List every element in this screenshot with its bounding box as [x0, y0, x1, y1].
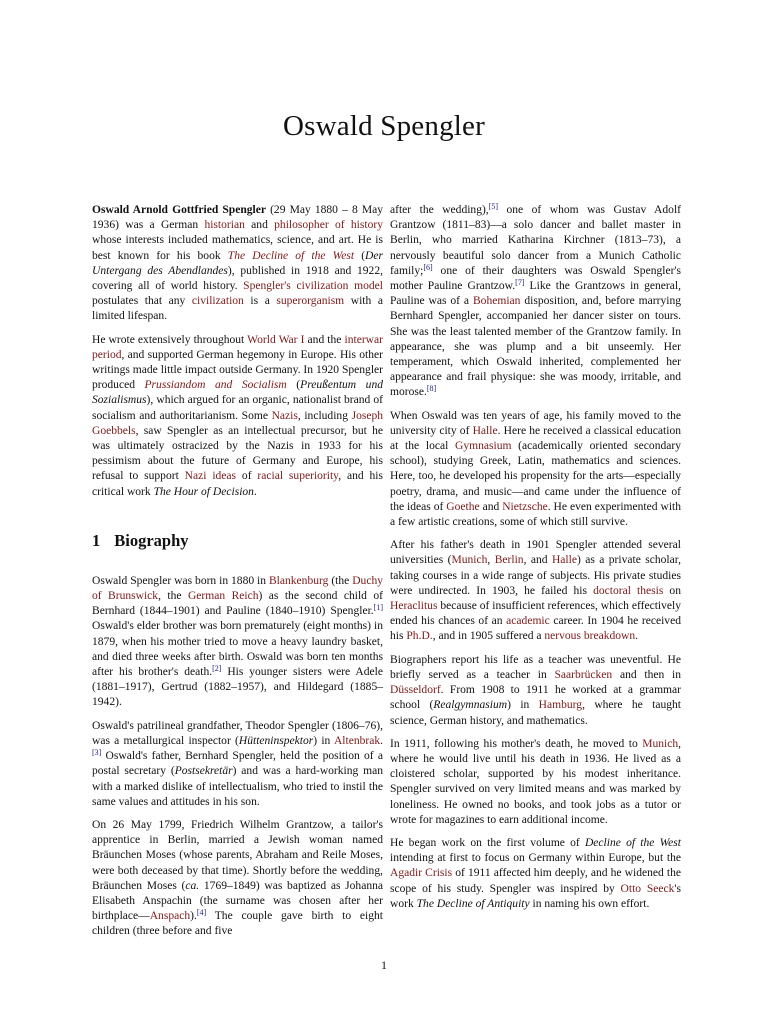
italic-text: The Decline of Antiquity: [416, 897, 530, 910]
section-number: 1: [92, 530, 101, 550]
citation-link[interactable]: [3]: [92, 748, 102, 758]
text-run: Oswald's patrilineal grandfather, Theodor Spengler (1806–76), was a metallurgical inspector (: [92, 719, 383, 747]
left-column: [92, 203, 383, 940]
wiki-link[interactable]: German Reich: [187, 590, 259, 603]
text-run: ) in: [313, 734, 334, 747]
citation-link[interactable]: [4]: [196, 908, 207, 918]
italic-text: Decline of the West: [584, 836, 681, 849]
page-title: Oswald Spengler: [283, 110, 485, 142]
text-run: 's work: [390, 882, 681, 910]
paragraph: [390, 538, 681, 644]
paragraph: [390, 409, 681, 531]
text-run: intending at first to focus on Germany within Europe, but the: [390, 852, 681, 865]
wiki-link[interactable]: Goethe: [446, 500, 480, 513]
text-run: because of insufficient references, which effectively ended his chances of an: [390, 600, 681, 628]
text-run: , saw Spengler as an intellectual precursor, but he was ultimately ostracized by the Nazis in 1933 for his pessimism about the future of Germany and Europe, his refusal to support: [92, 424, 383, 483]
text-run: ) and was a hard-working man with a marked dislike of intellectualism, who tried to instil the same values and attitudes in his son.: [92, 765, 383, 808]
text-run: , and in 1905 suffered a: [432, 630, 545, 643]
text-run: , the: [158, 590, 188, 603]
intro-paragraph: [92, 203, 383, 325]
section-heading: [92, 531, 383, 551]
paragraph: [390, 737, 681, 828]
wiki-link[interactable]: Blankenburg: [268, 574, 329, 587]
wiki-link[interactable]: nervous breakdown: [544, 630, 636, 643]
paragraph: [92, 818, 383, 940]
wiki-link[interactable]: Duchy of Brunswick: [92, 574, 383, 603]
italic-text: Preußentum und Sozialismus: [92, 379, 384, 407]
wiki-link[interactable]: superorganism: [276, 295, 345, 308]
text-run: .: [380, 734, 383, 747]
text-run: one of their daughters was Oswald Spengler's mother Pauline Grantzow.: [390, 264, 681, 293]
text-run: one of whom was Gustav Adolf Grantzow (1811–83)—a solo dancer and ballet master in Berlin, who married Katharina Kirchner (1813–73), a nervously beautiful solo dancer from a Munich Catholic family;: [390, 204, 681, 277]
text-run: ), published in 1918 and 1922, covering all of world history.: [92, 264, 383, 293]
italic-text: The Hour of Decision: [153, 485, 254, 498]
wiki-link[interactable]: Hamburg: [538, 699, 583, 712]
text-run: In 1911, following his mother's death, he moved to: [390, 737, 643, 750]
text-run: ,: [487, 554, 495, 567]
text-run: , where he taught science, German history, and mathematics.: [390, 699, 681, 727]
text-run: ) as a private scholar, taking courses in a wide range of subjects. His private studies were undirected. In 1903, he failed his: [390, 554, 681, 597]
paragraph: [390, 653, 681, 729]
text-run: (29 May 1880 – 8 May 1936) was a German: [92, 204, 383, 232]
text-run: .: [635, 630, 639, 643]
citation-link[interactable]: [6]: [423, 262, 433, 272]
text-run: He began work on the first volume of: [390, 836, 585, 849]
citation-link[interactable]: [5]: [488, 202, 499, 211]
text-run: .: [253, 485, 257, 498]
text-run: (the: [328, 574, 353, 587]
wiki-link[interactable]: Saarbrücken: [554, 668, 613, 681]
wiki-link[interactable]: Nazi ideas: [184, 470, 237, 483]
paragraph: [92, 574, 383, 711]
italic-text: ca.: [185, 879, 200, 892]
italic-text: Realgymnasium: [433, 699, 508, 712]
wiki-link[interactable]: Spengler's civilization model: [243, 280, 383, 293]
wiki-link[interactable]: Altenbrak: [333, 734, 381, 747]
text-run: , and: [523, 554, 552, 567]
wiki-link[interactable]: Berlin: [494, 554, 524, 567]
citation-link[interactable]: [7]: [515, 278, 525, 288]
page-number: 1: [381, 958, 387, 972]
wiki-link[interactable]: Düsseldorf: [390, 684, 441, 697]
text-run: of 1911 affected him deeply, and he widened the scope of his study. Spengler was inspired by: [390, 867, 681, 895]
text-run: on: [663, 584, 681, 597]
wiki-link[interactable]: historian: [204, 219, 245, 232]
paragraph: [390, 836, 681, 912]
right-column: [390, 203, 681, 912]
text-run: ).: [190, 910, 197, 923]
text-run: , where he would live until his death in 1936. He lived as a cloistered scholar, supported by his modest inheritance. Spengler survived on very limited means and was marked by loneliness. He owned no books, and took jobs as a tutor or wrote for magazines to earn additional income.: [390, 737, 681, 826]
wiki-link[interactable]: racial superiority: [257, 470, 339, 483]
wiki-link[interactable]: The Decline of the West: [227, 249, 355, 262]
text-run: and the: [304, 333, 345, 346]
wiki-link[interactable]: Nazis: [271, 409, 298, 422]
wiki-link[interactable]: civilization: [191, 295, 244, 308]
bold-term: Oswald Arnold Gottfried Spengler: [92, 204, 266, 216]
text-run: and then in: [612, 668, 681, 681]
text-run: ), which argued for an organic, nationalist brand of socialism and authoritarianism. Some: [92, 394, 383, 422]
text-run: . He even experimented with a few artistic creations, some of which still survive.: [390, 500, 682, 529]
citation-link[interactable]: [1]: [373, 603, 383, 613]
paragraph: [92, 333, 383, 500]
citation-link[interactable]: [2]: [212, 664, 222, 674]
text-run: . Here he received a classical education at the local: [390, 424, 681, 453]
wiki-link[interactable]: Munich: [642, 737, 679, 750]
wiki-link[interactable]: Anspach: [149, 910, 191, 923]
wiki-link[interactable]: Gymnasium: [455, 440, 512, 453]
text-run: His younger sisters were Adele (1881–1917), Gertrud (1882–1957), and Hildegard (1885–1942).: [92, 666, 384, 709]
text-run: Biographers report his life as a teacher was uneventful. He briefly served as a teacher in: [390, 653, 681, 681]
text-run: Oswald's father, Bernhard Spengler, held the position of a postal secretary (: [92, 750, 383, 778]
text-run: after the wedding),: [390, 204, 489, 216]
text-run: (: [286, 379, 301, 392]
text-run: Oswald Spengler was born in 1880 in: [92, 574, 269, 587]
text-run: He wrote extensively throughout: [92, 333, 248, 346]
wiki-link[interactable]: philosopher of history: [274, 219, 383, 232]
text-run: Oswald's elder brother was born prematurely (eight months) in 1879, when his mother tried to move a heavy laundry basket, and died three weeks after birth. Oswald was born ten months after his brother's death.: [92, 620, 383, 679]
text-run: When Oswald was ten years of age, his family moved to the university city of: [390, 409, 681, 437]
text-run: postulates that any: [92, 295, 192, 308]
italic-text: Der Untergang des Abendlandes: [92, 249, 384, 277]
wiki-link[interactable]: Halle: [472, 424, 498, 437]
italic-text: Hütteninspektor: [238, 734, 314, 747]
wiki-link[interactable]: Bohemian: [472, 295, 521, 308]
wiki-link[interactable]: Otto Seeck: [620, 882, 675, 895]
italic-text: Postsekretär: [174, 765, 233, 778]
text-run: in naming his own effort.: [529, 897, 650, 910]
text-run: . From 1908 to 1911 he worked at a grammar school (: [390, 684, 681, 712]
text-run: After his father's death in 1901 Spengler attended several universities (: [390, 539, 681, 567]
text-run: whose interests included mathematics, science, and art. He is best known for his book: [92, 234, 383, 262]
text-run: 1769–1849) was baptized as Johanna Elisabeth Anspachin (the surname was chosen after her birthplace—: [92, 879, 383, 923]
paragraph: [92, 719, 383, 810]
paragraph: [390, 203, 681, 401]
text-run: ) in: [507, 699, 539, 712]
text-run: and: [479, 500, 503, 513]
text-run: is a: [243, 295, 277, 308]
wiki-link[interactable]: Ph.D.: [406, 630, 433, 643]
text-run: (academically oriented secondary school), studying Greek, Latin, mathematics and sciences. Here, too, he developed his propensity for the arts—especially poetry, drama, and music—and came under the influence of the ideas of: [390, 440, 681, 513]
text-run: career. In 1904 he received his: [390, 615, 681, 643]
text-run: , and his critical work: [92, 470, 383, 498]
wiki-link[interactable]: Heraclitus: [390, 600, 438, 613]
section-title: Biography: [114, 530, 189, 550]
wiki-link[interactable]: Joseph Goebbels: [92, 409, 384, 437]
wiki-link[interactable]: Prussiandom and Socialism: [144, 379, 287, 392]
text-run: On 26 May 1799, Friedrich Wilhelm Grantzow, a tailor's apprentice in Berlin, married a Jewish woman named Bräunchen Moses (whose parents, Abraham and Reile Moses, were both deceased by that time). Shortly before the wedding, Bräunchen Moses (: [92, 818, 383, 892]
wiki-link[interactable]: Nietzsche: [502, 500, 548, 513]
wiki-link[interactable]: World War I: [247, 333, 305, 346]
text-run: , including: [297, 409, 352, 422]
text-run: The couple gave birth to eight children (three before and five: [92, 910, 383, 938]
wiki-link[interactable]: Agadir Crisis: [390, 867, 453, 880]
text-run: disposition, and, before marrying Bernhard Spengler, accompanied her dancer sister on tours. She was the least talented member of the Grantzow family. In appearance, she was plump and a bit unseemly. Her temperament, which Oswald inherited, complemented her appearance and frail physique: she was moody, irritable, and morose.: [390, 295, 681, 399]
citation-link[interactable]: [8]: [426, 384, 437, 394]
text-run: (: [354, 249, 366, 262]
text-run: ) as the second child of Bernhard (1844–1901) and Pauline (1840–1910) Spengler.: [92, 590, 383, 618]
wiki-link[interactable]: doctoral thesis: [593, 584, 664, 597]
wiki-link[interactable]: academic: [506, 615, 550, 628]
wiki-link[interactable]: interwar period: [92, 333, 383, 361]
wiki-link[interactable]: Halle: [551, 554, 577, 567]
text-run: Like the Grantzows in general, Pauline was of a: [390, 280, 681, 308]
text-run: of: [236, 470, 258, 483]
wiki-link[interactable]: Munich: [451, 554, 488, 567]
text-run: , and supported German hegemony in Europe. His other writings made little impact outside Germany. In 1920 Spengler produced: [92, 348, 383, 392]
text-run: with a limited lifespan.: [92, 295, 383, 323]
text-run: and: [244, 219, 275, 232]
